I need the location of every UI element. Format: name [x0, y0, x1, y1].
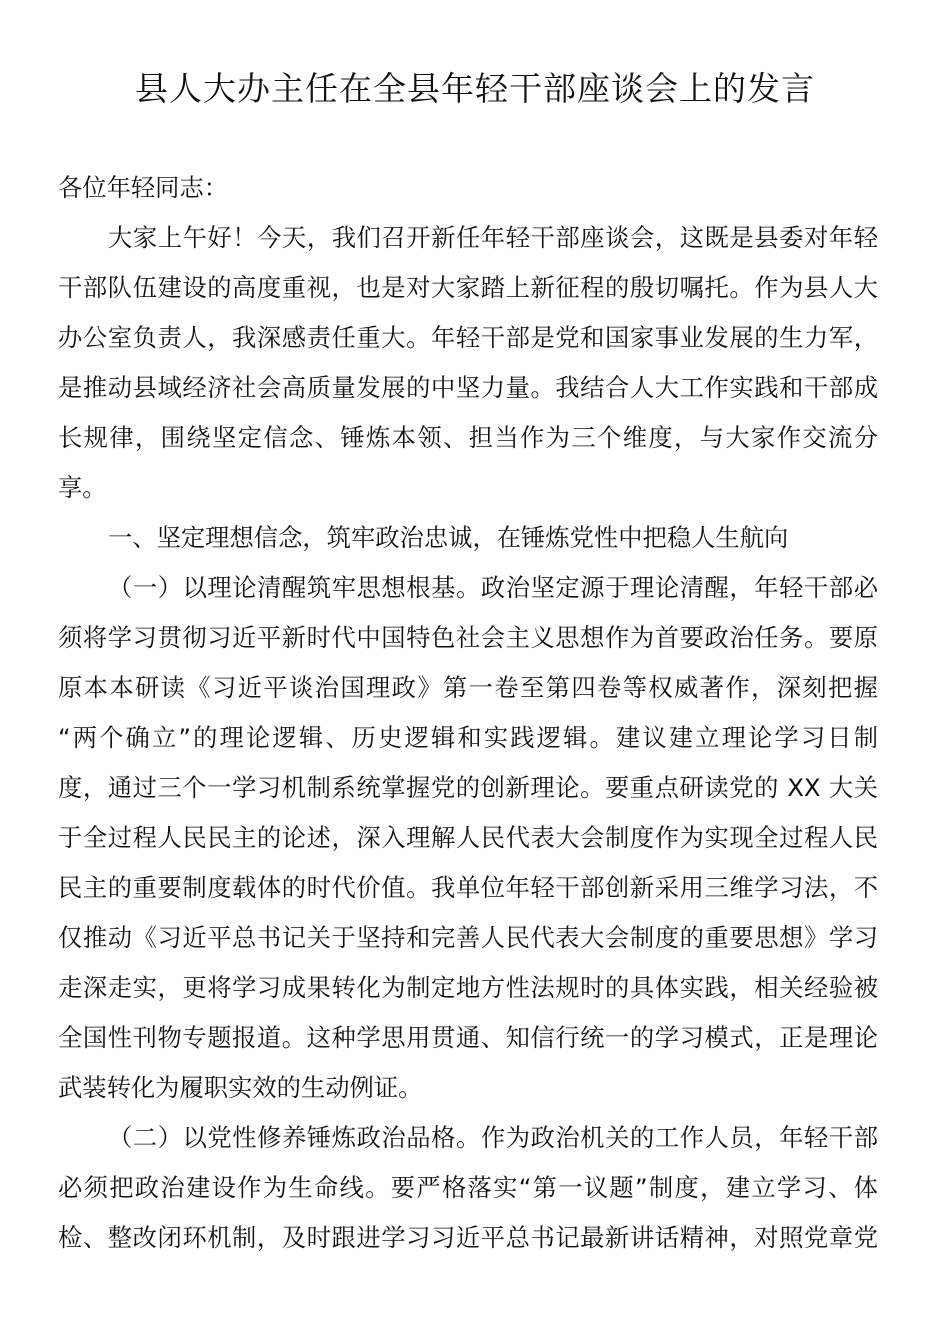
text-line: 民主的重要制度载体的时代价值。我单位年轻干部创新采用三维学习法，不	[58, 873, 878, 902]
salutation-line: 各位年轻同志：	[58, 173, 229, 202]
text-line: 检、整改闭环机制，及时跟进学习习近平总书记最新讲话精神，对照党章党	[58, 1223, 878, 1252]
paragraph-opening	[58, 213, 878, 513]
text-line: 全国性刊物专题报道。这种学思用贯通、知信行统一的学习模式，正是理论	[58, 1023, 878, 1052]
paragraph-subsection-2	[58, 1113, 878, 1263]
text-line: 干部队伍建设的高度重视，也是对大家踏上新征程的殷切嘱托。作为县人大	[58, 273, 878, 302]
text-line: 享。	[58, 473, 107, 502]
text-line: 须将学习贯彻习近平新时代中国特色社会主义思想作为首要政治任务。要原	[58, 623, 878, 652]
document-title: 县人大办主任在全县年轻干部座谈会上的发言	[135, 69, 815, 108]
text-line: 仅推动《习近平总书记关于坚持和完善人民代表大会制度的重要思想》学习	[58, 923, 878, 952]
text-line: 原本本研读《习近平谈治国理政》第一卷至第四卷等权威著作，深刻把握	[58, 673, 878, 702]
text-line: 必须把政治建设作为生命线。要严格落实“第一议题”制度，建立学习、体	[58, 1173, 878, 1202]
text-line: 办公室负责人，我深感责任重大。年轻干部是党和国家事业发展的生力军，	[58, 323, 878, 352]
text-line: 长规律，围绕坚定信念、锤炼本领、担当作为三个维度，与大家作交流分	[58, 423, 878, 452]
section-heading-line: 一、坚定理想信念，筑牢政治忠诚，在锤炼党性中把稳人生航向	[108, 523, 789, 552]
text-line: 是推动县域经济社会高质量发展的中坚力量。我结合人大工作实践和干部成	[58, 373, 878, 402]
paragraph-subsection-1	[58, 563, 878, 1113]
text-line: 度，通过三个一学习机制系统掌握党的创新理论。要重点研读党的 XX 大关	[58, 773, 878, 802]
document-body	[58, 163, 878, 1263]
text-line: 武装转化为履职实效的生动例证。	[58, 1073, 423, 1102]
text-line: “两个确立”的理论逻辑、历史逻辑和实践逻辑。建议建立理论学习日制	[58, 723, 878, 752]
section-heading-1	[58, 513, 878, 563]
text-line: 走深走实，更将学习成果转化为制定地方性法规时的具体实践，相关经验被	[58, 973, 878, 1002]
text-line: （二）以党性修养锤炼政治品格。作为政治机关的工作人员，年轻干部	[108, 1123, 878, 1152]
text-line: 大家上午好！今天，我们召开新任年轻干部座谈会，这既是县委对年轻	[108, 223, 878, 252]
text-line: （一）以理论清醒筑牢思想根基。政治坚定源于理论清醒，年轻干部必	[108, 573, 878, 602]
salutation	[58, 163, 878, 213]
text-line: 于全过程人民民主的论述，深入理解人民代表大会制度作为实现全过程人民	[58, 823, 878, 852]
